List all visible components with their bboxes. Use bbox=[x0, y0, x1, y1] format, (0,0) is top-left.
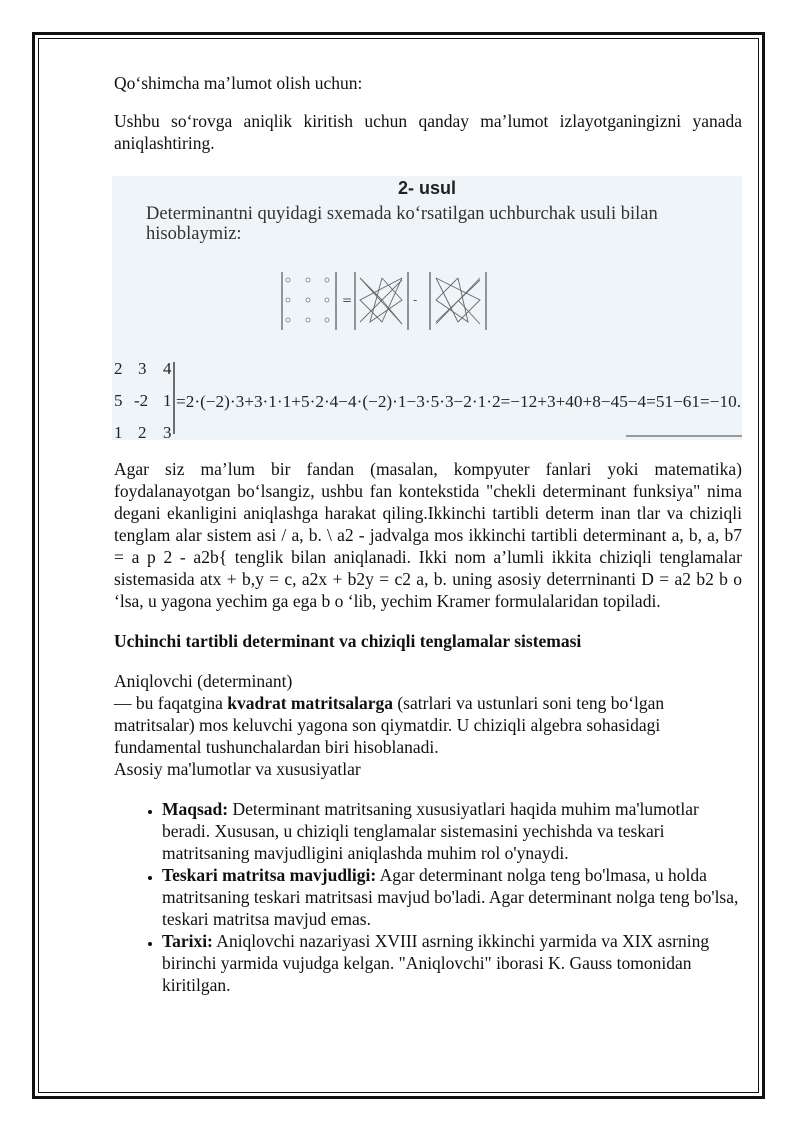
matrix-cell: 5 bbox=[114, 391, 123, 410]
definition-text: — bu faqatgina kvadrat matritsalarga (satrlari va ustunlari soni teng bo‘lgan matritsalar) mos keluvchi yagona son qiymatdir. U chiziqli algebra sohasidagi fundamental tushunchalardan biri hisoblanadi. bbox=[114, 693, 665, 757]
determinant-calculation: =2·(−2)·3+3·1·1+5·2·4−4·(−2)·1−3·5·3−2·1·2=−12+3+40+8−45−4=51−61=−10. bbox=[176, 392, 741, 411]
matrix-cell: -2 bbox=[134, 391, 149, 410]
intro-section bbox=[114, 72, 742, 154]
intro-line: Qo‘shimcha ma’lumot olish uchun: bbox=[114, 73, 363, 93]
body-paragraph: Agar siz ma’lum bir fandan (masalan, kompyuter fanlari yoki matematika) foydalanayotgan bo‘lsangiz, ushbu fan kontekstida "chekli determinant funksiya" nima degani ekanligini aniqlashga harakat qiling.Ikkinchi tartibli determ inan tlar va chiziqli tenglam alar sistem asi / a, b. \ a2 - jadvalga mos ikkinchi tartibli determinant a, b, a, b7 = a p 2 - a2b{ tenglik bilan aniqlanadi. Ikki nom a’lumli ikkita chiziqli tenglamalar sistemasida atx + b,y = c, a2x + b2y = c2 a, b. uning asosiy deterrninanti D = a2 b2 b o ‘lsa, u yagona yechim ga ega b o ‘lib, yechim Kramer formulalaridan topiladi. bbox=[114, 459, 742, 611]
matrix-cell: 3 bbox=[163, 423, 172, 440]
matrix-cell: 2 bbox=[138, 423, 147, 440]
method-figure bbox=[112, 176, 742, 440]
svg-text:=: = bbox=[342, 293, 353, 307]
intro-paragraph: Ushbu so‘rovga aniqlik kiritish uchun qanday ma’lumot izlayotganingizni yanada aniqlashtiring. bbox=[114, 111, 742, 153]
svg-text:-: - bbox=[413, 293, 418, 307]
definition-term: Aniqlovchi (determinant) bbox=[114, 671, 293, 691]
figure-description: Determinantni quyidagi sxemada ko‘rsatilgan uchburchak usuli bilan hisoblaymiz: bbox=[146, 204, 658, 244]
subheading: Asosiy ma'lumotlar va xususiyatlar bbox=[114, 759, 361, 779]
section-heading: Uchinchi tartibli determinant va chiziqli tenglamalar sistemasi bbox=[114, 631, 582, 651]
matrix-cell: 2 bbox=[114, 359, 123, 378]
triangle-scheme-diagram bbox=[112, 176, 742, 440]
matrix-cell: 1 bbox=[163, 391, 172, 410]
list-item: • Teskari matritsa mavjudligi: Agar determinant nolga teng bo'lmasa, u holda matritsaning teskari matritsasi mavjud bo'ladi. Agar determinant nolga teng bo'lsa, teskari matritsa mavjud emas. bbox=[162, 864, 742, 930]
matrix-cell: 1 bbox=[114, 423, 123, 440]
list-item: • Tarixi: Aniqlovchi nazariyasi XVIII asrning ikkinchi yarmida va XIX asrning birinchi yarmida vujudga kelgan. "Aniqlovchi" iborasi K. Gauss tomonidan kiritilgan. bbox=[162, 930, 742, 996]
figure-title: 2- usul bbox=[397, 178, 456, 198]
matrix-cell: 3 bbox=[138, 359, 147, 378]
list-item: • Maqsad: Determinant matritsaning xususiyatlari haqida muhim ma'lumotlar beradi. Xususan, u chiziqli tenglamalar sistemasini yechishda va teskari matritsaning mavjudligini aniqlashda muhim rol o'ynaydi. bbox=[162, 798, 742, 864]
matrix-cell: 4 bbox=[163, 359, 172, 378]
bullet-list bbox=[114, 798, 742, 996]
main-section bbox=[114, 458, 742, 996]
